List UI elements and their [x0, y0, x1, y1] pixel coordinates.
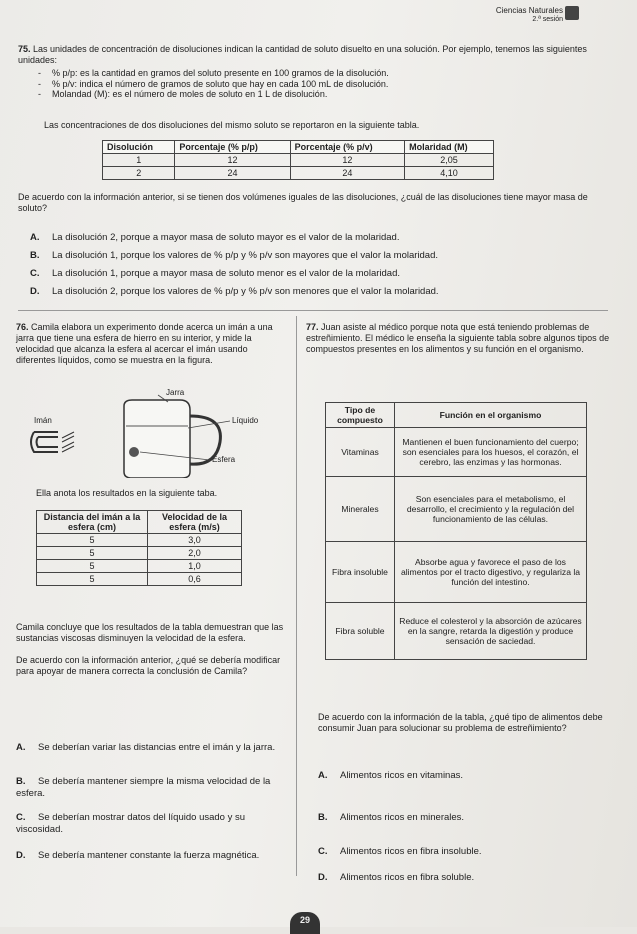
table-cell: 12	[290, 154, 405, 167]
page-header	[496, 6, 563, 24]
q77-option-c[interactable]	[318, 846, 482, 858]
q77-option-b[interactable]	[318, 812, 464, 824]
q75-number: 75.	[18, 44, 31, 54]
table-header-row	[103, 141, 494, 154]
q75-option-c[interactable]	[30, 268, 400, 280]
figure-label-esfera: Esfera	[212, 455, 236, 464]
table-header-cell: Tipo de compuesto	[326, 403, 395, 428]
table-row	[37, 560, 242, 573]
table-row	[103, 167, 494, 180]
table-header-cell: Función en el organismo	[395, 403, 587, 428]
q76-intro	[16, 322, 288, 366]
q77-number: 77.	[306, 322, 319, 332]
table-cell: Fibra soluble	[326, 603, 395, 660]
magnet-icon	[31, 432, 58, 452]
field-lines-icon	[62, 432, 74, 452]
option-text: Se debería mantener constante la fuerza magnética.	[38, 850, 260, 861]
table-cell: 5	[37, 573, 148, 586]
magnet-jar-figure	[28, 386, 278, 478]
subject-label: Ciencias Naturales	[495, 6, 563, 15]
q77-intro	[306, 322, 610, 355]
table-header-cell: Velocidad de la esfera (m/s)	[148, 511, 242, 534]
table-header-cell: Molaridad (M)	[405, 141, 494, 154]
table-header-cell: Porcentaje (% p/v)	[290, 141, 405, 154]
option-letter: A.	[318, 770, 328, 781]
option-text: La disolución 2, porque a mayor masa de soluto mayor es el valor de la molaridad.	[52, 232, 400, 243]
option-letter: C.	[318, 846, 328, 857]
table-row	[326, 603, 587, 660]
jar-icon	[124, 400, 190, 478]
table-row	[326, 477, 587, 542]
option-text: Alimentos ricos en fibra insoluble.	[340, 846, 482, 857]
option-text: Se deberían variar las distancias entre el imán y la jarra.	[38, 742, 276, 753]
option-text: La disolución 2, porque los valores de % p/p y % p/v son menores que el valor la molaridad.	[52, 286, 439, 297]
q76-option-a[interactable]	[16, 742, 288, 754]
option-text: La disolución 1, porque a mayor masa de soluto menor es el valor de la molaridad.	[52, 268, 400, 279]
q75-intro	[18, 44, 598, 66]
q75-units-list	[38, 68, 558, 100]
table-row	[37, 573, 242, 586]
q76-question: Camila concluye que los resultados de la tabla demuestran que las sustancias viscosas disminuyen la velocidad de la esfera. De acuerdo con la información anterior, ¿qué se debería modificar para apoyar de manera correcta la conclusión de Camila?	[16, 622, 284, 676]
q77-option-a[interactable]	[318, 770, 463, 782]
option-letter: B.	[30, 250, 40, 261]
table-cell: 2	[103, 167, 175, 180]
option-letter: C.	[30, 268, 40, 279]
column-divider	[296, 316, 297, 876]
q76-option-b[interactable]	[16, 776, 288, 800]
table-cell: Minerales	[326, 477, 395, 542]
option-text: La disolución 1, porque los valores de % p/p y % p/v son mayores que el valor la molaridad.	[52, 250, 439, 261]
page-number: 29	[290, 912, 320, 934]
table-cell: Fibra insoluble	[326, 542, 395, 603]
table-cell: 2,0	[148, 547, 242, 560]
table-cell: 4,10	[405, 167, 494, 180]
table-cell: Reduce el colesterol y la absorción de azúcares en la sangre, retarda la digestión y produce sensación de saciedad.	[395, 603, 587, 660]
option-letter: D.	[16, 850, 26, 861]
table-cell: 1,0	[148, 560, 242, 573]
table-cell: 5	[37, 547, 148, 560]
q76-intro-text: Camila elabora un experimento donde acerca un imán a una jarra que tiene una esfera de hierro en su interior, y mide la velocidad que alcanza la esfera al acercar el imán usando diferentes líquidos, como se muestra en la figura.	[16, 322, 273, 365]
q77-compounds-table	[325, 402, 587, 660]
table-row	[37, 534, 242, 547]
section-divider	[18, 310, 608, 311]
option-text: Se deberían mostrar datos del líquido usado y su viscosidad.	[16, 812, 246, 835]
table-cell: 24	[290, 167, 405, 180]
option-letter: D.	[30, 286, 40, 297]
q75-option-d[interactable]	[30, 286, 439, 298]
q77-intro-text: Juan asiste al médico porque nota que está teniendo problemas de estreñimiento. El médico le enseña la siguiente tabla sobre algunos tipos de compuestos presentes en los alimentos y su función en el organismo.	[306, 322, 610, 354]
table-cell: 3,0	[148, 534, 242, 547]
figure-label-liquido: Líquido	[232, 416, 259, 425]
table-header-cell: Disolución	[103, 141, 175, 154]
table-header-row	[37, 511, 242, 534]
figure-label-iman: Imán	[34, 416, 52, 425]
option-letter: A.	[30, 232, 40, 243]
q76-results-table	[36, 510, 242, 586]
table-cell: 12	[175, 154, 290, 167]
q75-question: De acuerdo con la información anterior, si se tienen dos volúmenes iguales de las disoluciones, ¿cuál de las disoluciones tiene mayor masa de soluto?	[18, 192, 588, 213]
sphere-icon	[129, 447, 139, 457]
q76-option-d[interactable]	[16, 850, 288, 862]
list-item: - Molandad (M): es el número de moles de soluto en 1 L de disolución.	[38, 89, 558, 100]
q75-option-b[interactable]	[30, 250, 438, 262]
option-letter: C.	[16, 812, 26, 823]
table-cell: Mantienen el buen funcionamiento del cuerpo; son esenciales para los huesos, el corazón, el cerebro, las enzimas y las hormonas.	[395, 428, 587, 477]
figure-label-jarra: Jarra	[166, 388, 185, 397]
option-letter: A.	[16, 742, 26, 753]
option-text: Se debería mantener siempre la misma velocidad de la esfera.	[16, 776, 271, 799]
table-cell: Vitaminas	[326, 428, 395, 477]
q76-number: 76.	[16, 322, 29, 332]
option-letter: B.	[318, 812, 328, 823]
q75-option-a[interactable]	[30, 232, 399, 244]
table-cell: 5	[37, 534, 148, 547]
q75-intro-text: Las unidades de concentración de disoluciones indican la cantidad de soluto disuelto en una solución. Por ejemplo, tenemos las siguientes unidades:	[18, 44, 587, 65]
table-header-cell: Distancia del imán a la esfera (cm)	[37, 511, 148, 534]
table-row	[103, 154, 494, 167]
q77-option-d[interactable]	[318, 872, 474, 884]
option-text: Alimentos ricos en minerales.	[340, 812, 465, 823]
school-logo-icon	[565, 6, 579, 20]
q75-table-intro: Las concentraciones de dos disoluciones del mismo soluto se reportaron en la siguiente tabla.	[44, 120, 420, 130]
table-cell: Absorbe agua y favorece el paso de los alimentos por el tracto digestivo, y regulariza la función del intestino.	[395, 542, 587, 603]
table-row	[326, 542, 587, 603]
table-cell: Son esenciales para el metabolismo, el desarrollo, el crecimiento y la regulación del funcionamiento de las células.	[395, 477, 587, 542]
option-letter: D.	[318, 872, 328, 883]
table-row	[326, 428, 587, 477]
table-cell: 0,6	[148, 573, 242, 586]
table-header-cell: Porcentaje (% p/p)	[175, 141, 290, 154]
list-item: - % p/p: es la cantidad en gramos del soluto presente en 100 gramos de la disolución.	[38, 68, 558, 79]
table-cell: 1	[103, 154, 175, 167]
option-text: Alimentos ricos en fibra soluble.	[340, 872, 475, 883]
table-header-row	[326, 403, 587, 428]
session-label: 2.ª sesión	[532, 16, 563, 23]
table-cell: 24	[175, 167, 290, 180]
q76-option-c[interactable]	[16, 812, 288, 836]
q76-table-intro: Ella anota los resultados en la siguiente taba.	[36, 488, 218, 498]
table-cell: 5	[37, 560, 148, 573]
table-cell: 2,05	[405, 154, 494, 167]
q77-question: De acuerdo con la información de la tabla, ¿qué tipo de alimentos debe consumir Juan para solucionar su problema de estreñimiento?	[318, 712, 603, 733]
option-letter: B.	[16, 776, 26, 787]
option-text: Alimentos ricos en vitaminas.	[340, 770, 464, 781]
table-row	[37, 547, 242, 560]
q75-concentration-table	[102, 140, 494, 180]
list-item: - % p/v: indica el número de gramos de soluto que hay en cada 100 mL de disolución.	[38, 79, 558, 90]
